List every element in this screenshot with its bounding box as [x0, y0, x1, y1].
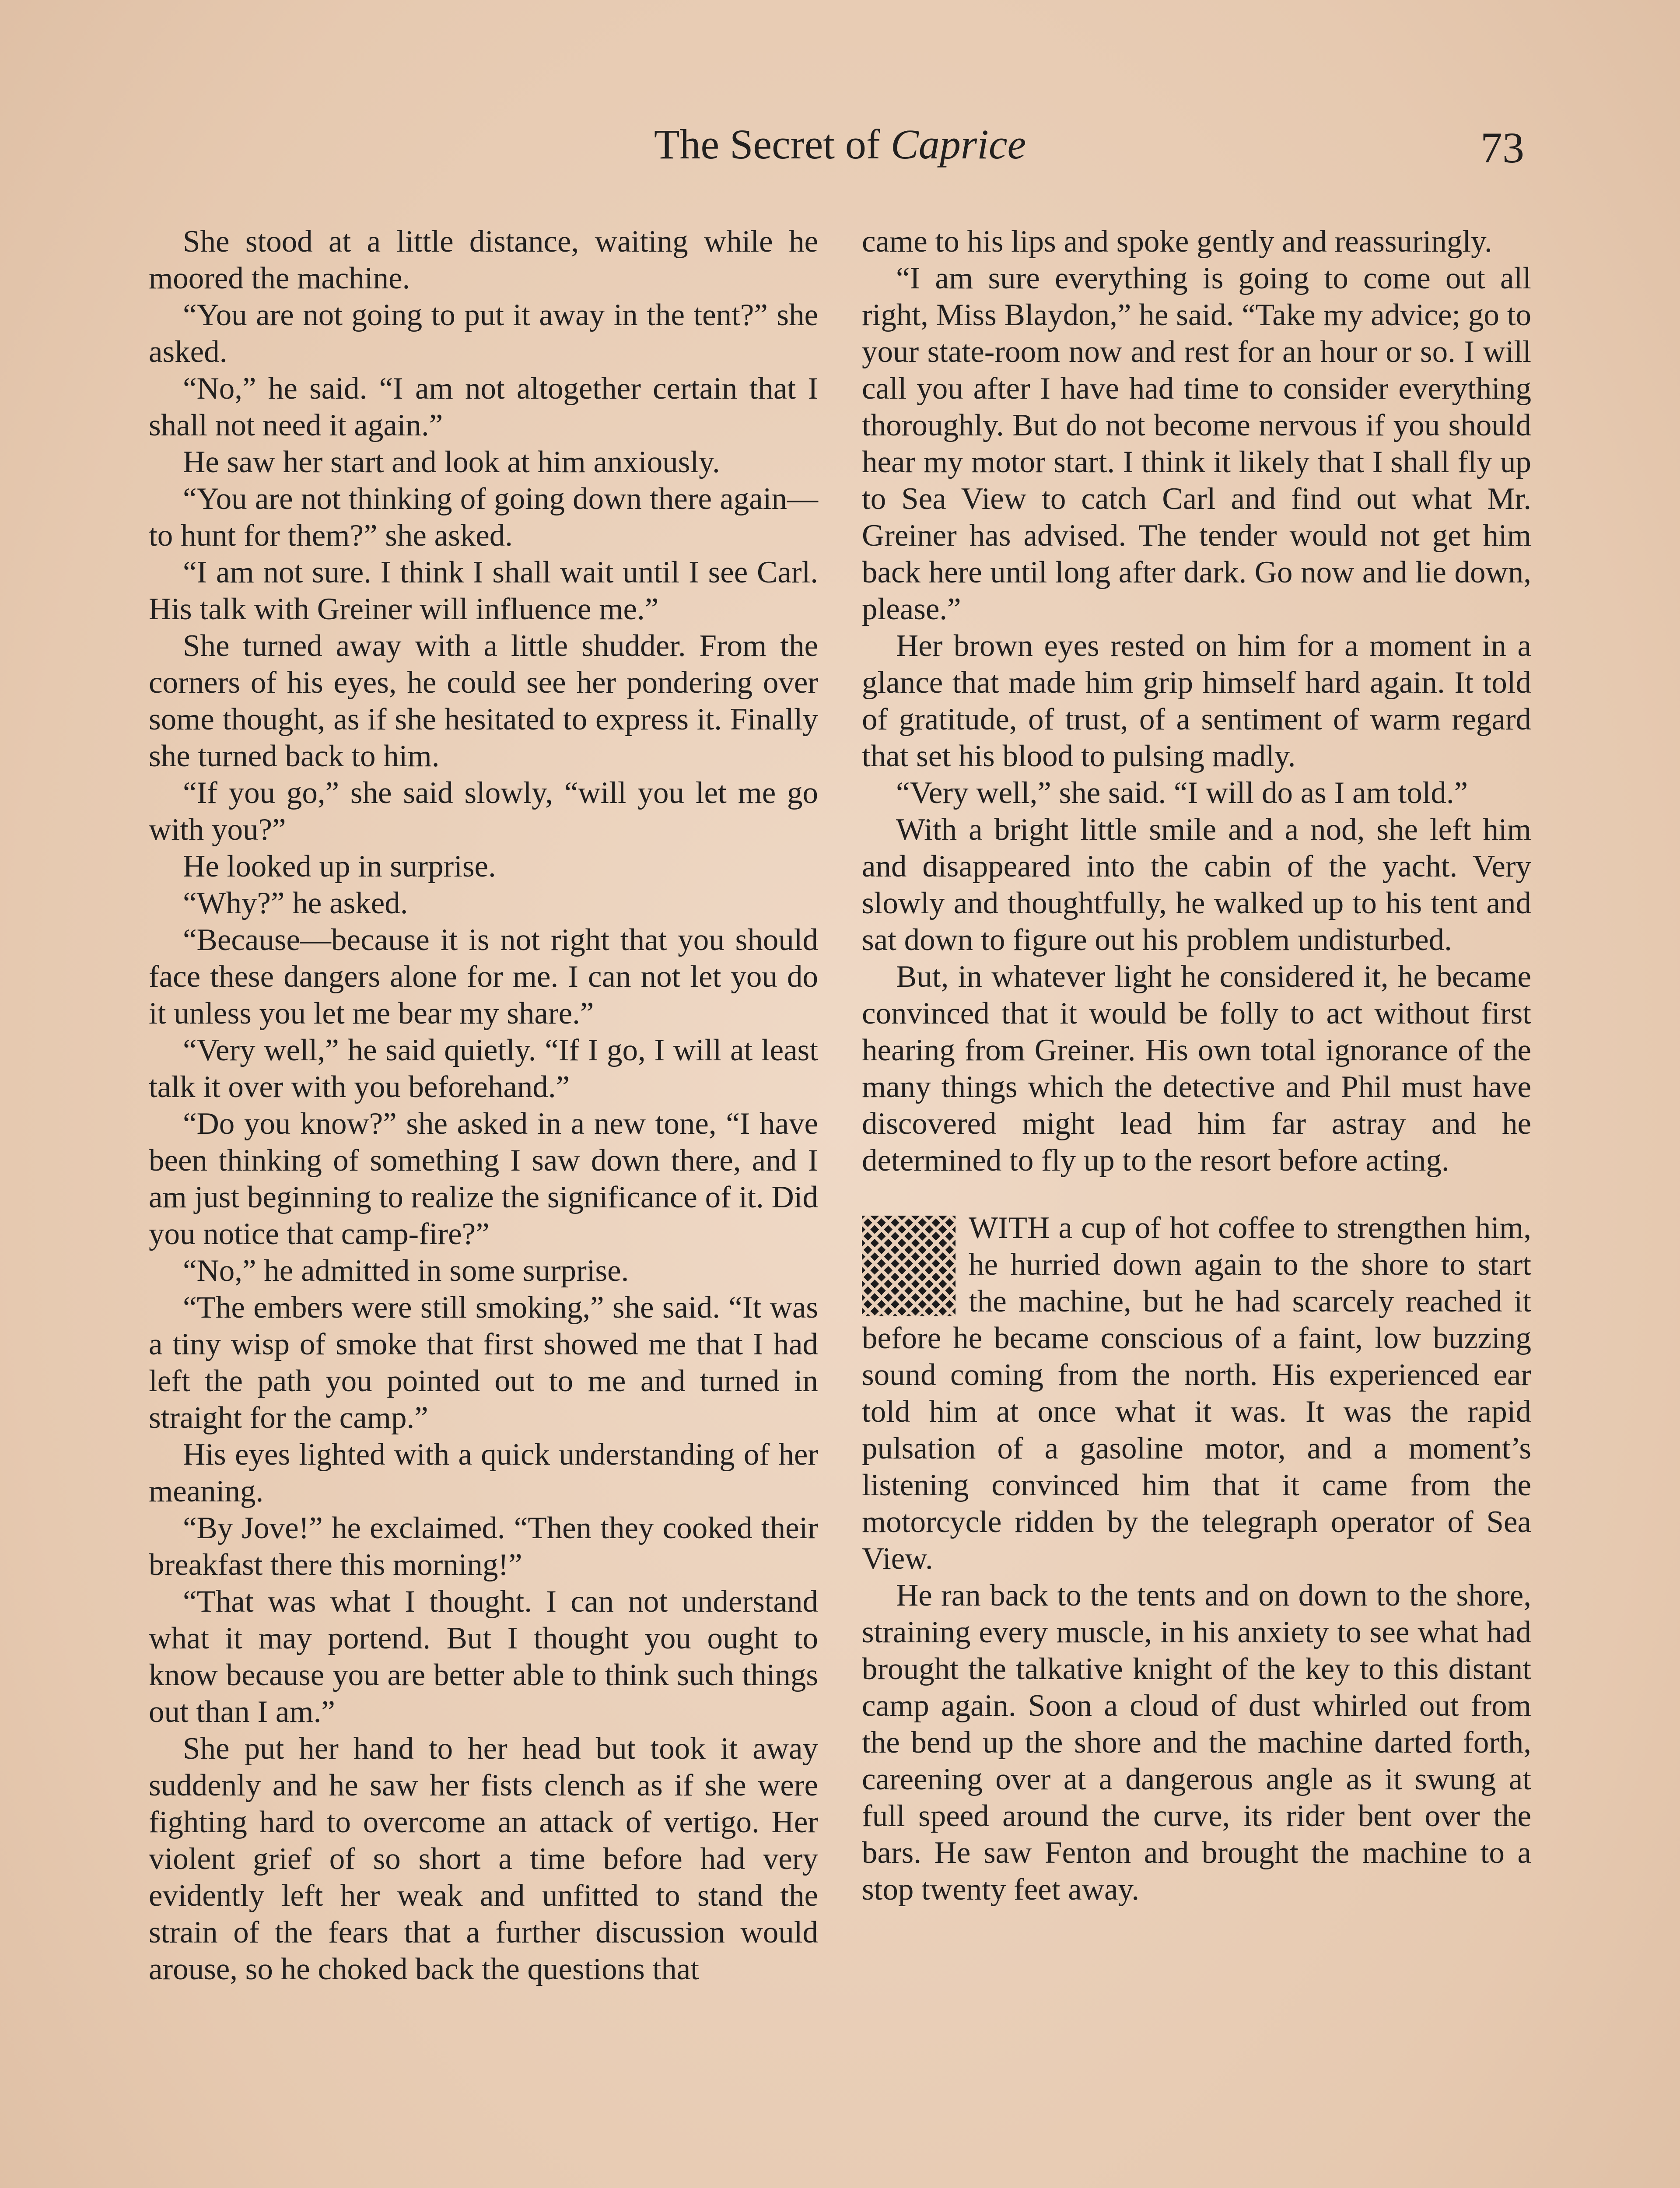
paragraph: He looked up in surprise.: [183, 849, 496, 884]
paragraph: Her brown eyes rested on him for a moment in a glance that made him grip himself hard again. It told of gratitude, of trust, of a sentiment of warm regard that set his blood to pulsing madly.: [862, 629, 1531, 773]
paragraph: “Do you know?” she asked in a new tone, “I have been thinking of something I saw down there, and I am just beginning to realize the significance of it. Did you notice that camp-fire?”: [149, 1107, 819, 1251]
running-header-title: [0, 121, 1680, 168]
dropcap-paragraph-text: WITH a cup of hot coffee to strengthen him, he hurried down again to the shore to start the machine, but he had scarcely reached it before he became conscious of a faint, low buzzing sound coming from the north. His experienced ear told him at once what it was. It was the rapid pulsation of a gasoline motor, and a moment’s listening convinced him that it came from the motorcycle ridden by the telegraph operator of Sea View.: [862, 1211, 1531, 1576]
paragraph: He ran back to the tents and on down to the shore, straining every muscle, in his anxiety to see what had brought the talkative knight of the key to this distant camp again. Soon a cloud of dust whirled out from the bend up the shore and the machine darted forth, careening over at a dangerous angle as it swung at full speed around the curve, its rider bent over the bars. He saw Fenton and brought the machine to a stop twenty feet away.: [862, 1578, 1531, 1907]
paragraph: “That was what I thought. I can not understand what it may portend. But I thought you ought to know because you are better able to think such things out than I am.”: [149, 1585, 818, 1729]
paragraph: “You are not thinking of going down there again—to hunt for them?” she asked.: [149, 482, 818, 553]
page-number: 73: [1480, 123, 1524, 172]
paragraph: She put her hand to her head but took it away suddenly and he saw her fists clench as if she were fighting hard to overcome an attack of vertigo. Her violent grief of so short a time before had very evidently left her weak and unfitted to stand the strain of the fears that a further discussion would arouse, so he choked back the questions that: [149, 1732, 818, 1986]
header-title-plain: The Secret of: [654, 121, 880, 168]
paragraph: His eyes lighted with a quick understanding of her meaning.: [149, 1438, 818, 1508]
paragraph: “I am sure everything is going to come out all right, Miss Blaydon,” he said. “Take my advice; go to your state-room now and rest for an hour or so. I will call you after I have had time to consider everything thoroughly. But do not become nervous if you should hear my motor start. I think it likely that I shall fly up to Sea View to catch Carl and find out what Mr. Greiner has advised. The tender would not get him back here until long after dark. Go now and lie down, please.”: [862, 261, 1531, 626]
paragraph: “If you go,” she said slowly, “will you let me go with you?”: [149, 776, 818, 847]
paragraph: But, in whatever light he considered it, he became convinced that it would be folly to act without first hearing from Greiner. His own total ignorance of the many things which the detective and Phil must have discovered might lead him far astray and he determined to fly up to the resort before acting.: [862, 960, 1531, 1178]
header-title-italic: Caprice: [890, 121, 1026, 168]
paragraph: “Very well,” he said quietly. “If I go, I will at least talk it over with you beforehand.”: [149, 1033, 818, 1104]
paragraph: “No,” he said. “I am not altogether certain that I shall not need it again.”: [149, 372, 818, 442]
paragraph: “Because—because it is not right that you should face these dangers alone for me. I can not let you do it unless you let me bear my share.”: [149, 923, 818, 1031]
paragraph: With a bright little smile and a nod, she left him and disappeared into the cabin of the yacht. Very slowly and thoughtfully, he walked up to his tent and sat down to figure out his problem undisturbed.: [862, 813, 1531, 957]
dropcap-paragraph: [862, 1210, 1531, 1577]
paragraph: “By Jove!” he exclaimed. “Then they cooked their breakfast there this morning!”: [149, 1511, 818, 1582]
section-break: [862, 1179, 1531, 1210]
paragraph-continued: came to his lips and spoke gently and reassuringly.: [862, 224, 1492, 259]
paragraph: “The embers were still smoking,” she said. “It was a tiny wisp of smoke that first showed me that I had left the path you pointed out to me and turned in straight for the camp.”: [149, 1290, 818, 1435]
paragraph: “Why?” he asked.: [183, 886, 408, 920]
right-column: [862, 223, 1531, 1908]
paragraph: “Very well,” she said. “I will do as I am told.”: [896, 776, 1468, 810]
left-column: [149, 223, 818, 1988]
ornamental-dropcap-icon: [862, 1216, 956, 1316]
paragraph: “I am not sure. I think I shall wait until I see Carl. His talk with Greiner will influence me.”: [149, 555, 818, 626]
paragraph: “No,” he admitted in some surprise.: [183, 1254, 629, 1288]
paragraph: She stood at a little distance, waiting while he moored the machine.: [149, 224, 818, 295]
paragraph: “You are not going to put it away in the tent?” she asked.: [149, 298, 818, 369]
paragraph: He saw her start and look at him anxiously.: [183, 445, 720, 479]
paragraph: She turned away with a little shudder. From the corners of his eyes, he could see her pondering over some thought, as if she hesitated to express it. Finally she turned back to him.: [149, 629, 818, 773]
